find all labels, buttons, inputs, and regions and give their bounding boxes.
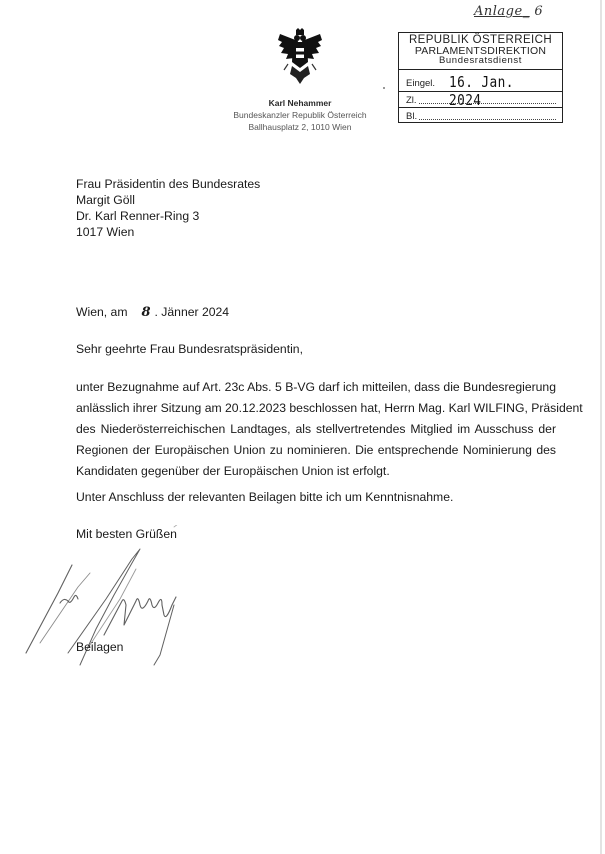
- receipt-stamp: [398, 32, 563, 123]
- salutation: Sehr geehrte Frau Bundesratspräsidentin,: [76, 342, 303, 356]
- stamp-zl-label: Zl.: [406, 95, 417, 106]
- recipient-line: 1017 Wien: [76, 225, 135, 239]
- date-day-handwritten: 8: [141, 305, 151, 320]
- date-prefix: Wien, am: [76, 305, 128, 319]
- body-line: anlässlich ihrer Sitzung am 20.12.2023 beschlossen hat, Herrn Mag. Karl WILFING, Präsident: [76, 401, 583, 415]
- stamp-received-label: Eingel.: [406, 78, 436, 89]
- stamp-divider: [399, 69, 562, 70]
- letter-date: [76, 305, 229, 320]
- recipient-line: Frau Präsidentin des Bundesrates: [76, 177, 261, 191]
- sender-name: Karl Nehammer: [268, 98, 332, 108]
- body-line: unter Bezugnahme auf Art. 23c Abs. 5 B-VG darf ich mitteilen, dass die Bundesregierung: [76, 380, 556, 394]
- sender-address: Ballhausplatz 2, 1010 Wien: [248, 122, 352, 132]
- enclosure-request: Unter Anschluss der relevanten Beilagen bitte ich um Kenntnisnahme.: [76, 490, 454, 504]
- body-line: Regionen der Europäischen Union zu nominieren. Die entsprechende Nominierung des: [76, 443, 556, 457]
- page-edge-shadow: [600, 0, 602, 854]
- stamp-republic: REPUBLIK ÖSTERREICH: [408, 34, 553, 46]
- annex-label: Anlage: [474, 4, 523, 19]
- stamp-divider: [399, 107, 562, 108]
- stamp-divider: [399, 91, 562, 92]
- body-paragraph: [76, 377, 583, 482]
- stamp-directorate: PARLAMENTSDIREKTION: [414, 45, 547, 57]
- body-line: Kandidaten gegenüber der Europäischen Union ist erfolgt.: [76, 464, 390, 478]
- annex-separator: _: [522, 4, 530, 19]
- stamp-zl-dotted-line: [419, 103, 556, 104]
- date-rest: . Jänner 2024: [154, 305, 230, 319]
- stamp-service: Bundesratsdienst: [438, 55, 522, 66]
- austrian-eagle-crest-icon: [278, 28, 322, 86]
- recipient-line: Dr. Karl Renner-Ring 3: [76, 209, 200, 223]
- body-line: des Niederösterreichischen Landtages, als stellvertretendes Mitglied im Ausschuss der: [76, 422, 556, 436]
- closing-greeting: Mit besten Grüßen: [76, 527, 177, 541]
- stamp-received-date: 16. Jan. 2024: [449, 73, 514, 109]
- attachments-label: Beilagen: [76, 640, 124, 654]
- recipient-line: Margit Göll: [76, 193, 135, 207]
- scan-speck: [383, 87, 385, 89]
- annex-note: [474, 4, 543, 19]
- stamp-bl-label: Bl.: [406, 111, 418, 122]
- stamp-bl-dotted-line: [419, 119, 556, 120]
- recipient-address-block: [76, 176, 260, 240]
- annex-number: 6: [534, 4, 544, 19]
- sender-title: Bundeskanzler Republik Österreich: [233, 110, 367, 120]
